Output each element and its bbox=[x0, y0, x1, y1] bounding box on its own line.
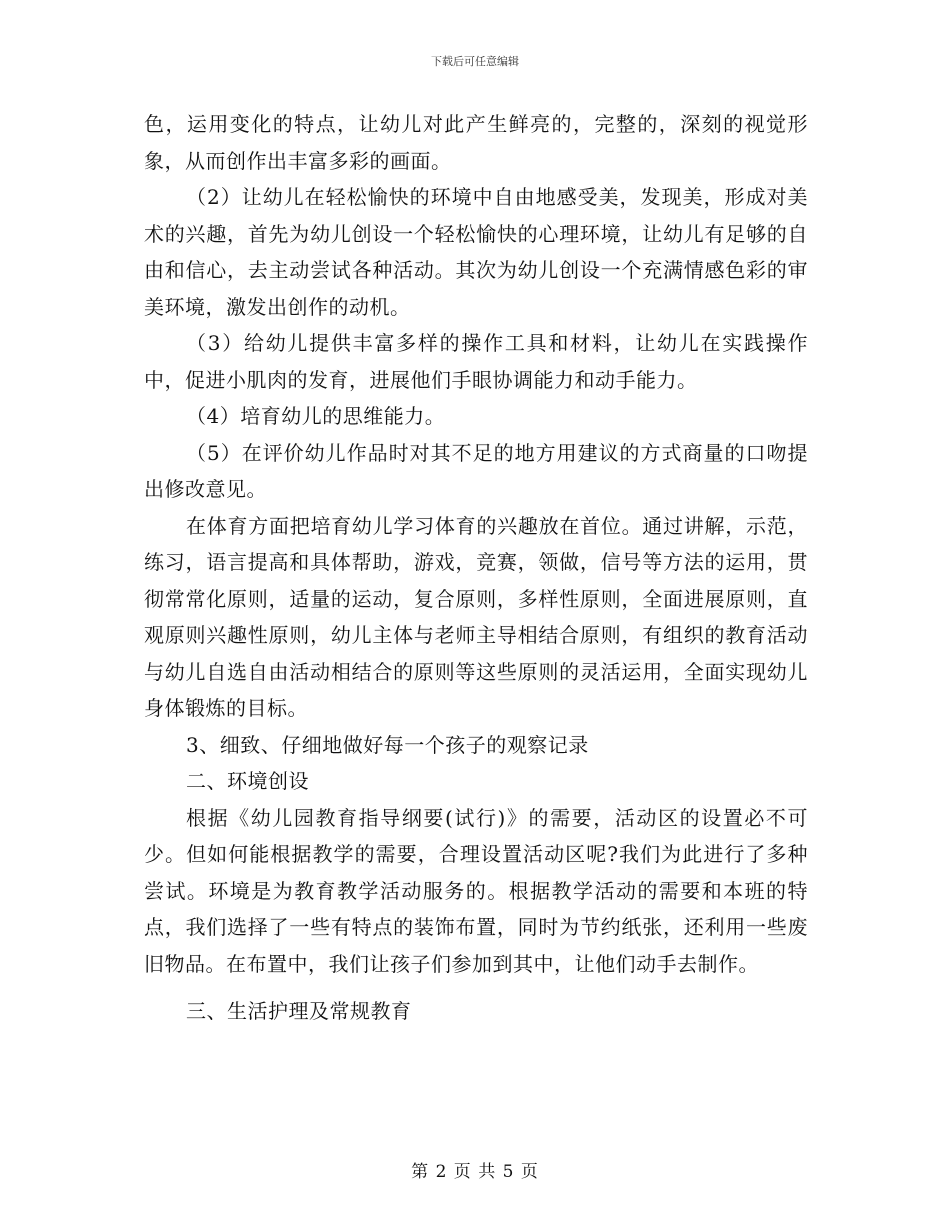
paragraph-observation-records: 3、细致、仔细地做好每一个孩子的观察记录 bbox=[186, 732, 589, 757]
paragraph-item-4: （4）培育幼儿的思维能力。 bbox=[186, 404, 446, 428]
paragraph-environment: 根据《幼儿园教育指导纲要(试行)》的需要，活动区的设置必不可少。但如何能根据教学的需要，合理设置活动区呢?我们为此进行了多种尝试。环境是为教育教学活动服务的。根据教学活动的需要和本班的特点，我们选择了一些有特点的装饰布置，同时为节约纸张，还利用一些废旧物品。在布置中，我们让孩子们参加到其中，让他们动手去制作。 bbox=[144, 805, 808, 976]
section-heading-life-care: 三、生活护理及常规教育 bbox=[186, 999, 412, 1023]
page-footer-number: 第 2 页 共 5 页 bbox=[411, 1162, 539, 1182]
page-header-note: 下载后可任意编辑 bbox=[431, 55, 519, 68]
paragraph-item-3: （3）给幼儿提供丰富多样的操作工具和材料，让幼儿在实践操作中，促进小肌肉的发育，进展他们手眼协调能力和动手能力。 bbox=[144, 331, 808, 392]
paragraph-item-2: （2）让幼儿在轻松愉快的环境中自由地感受美，发现美，形成对美术的兴趣，首先为幼儿创设一个轻松愉快的心理环境，让幼儿有足够的自由和信心，去主动尝试各种活动。其次为幼儿创设一个充满情感色彩的审美环境，激发出创作的动机。 bbox=[144, 185, 808, 319]
paragraph-continuation: 色，运用变化的特点，让幼儿对此产生鲜亮的，完整的，深刻的视觉形象，从而创作出丰富多彩的画面。 bbox=[144, 112, 808, 173]
document-body bbox=[144, 106, 808, 1030]
paragraph-item-5: （5）在评价幼儿作品时对其不足的地方用建议的方式商量的口吻提出修改意见。 bbox=[144, 440, 808, 501]
section-heading-environment: 二、环境创设 bbox=[186, 769, 309, 793]
paragraph-physical-education: 在体育方面把培育幼儿学习体育的兴趣放在首位。通过讲解，示范，练习，语言提高和具体帮助，游戏，竞赛，领做，信号等方法的运用，贯彻常常化原则，适量的运动，复合原则，多样性原则，全面进展原则，直观原则兴趣性原则，幼儿主体与老师主导相结合原则，有组织的教育活动与幼儿自选自由活动相结合的原则等这些原则的灵活运用，全面实现幼儿身体锻炼的目标。 bbox=[144, 513, 808, 720]
